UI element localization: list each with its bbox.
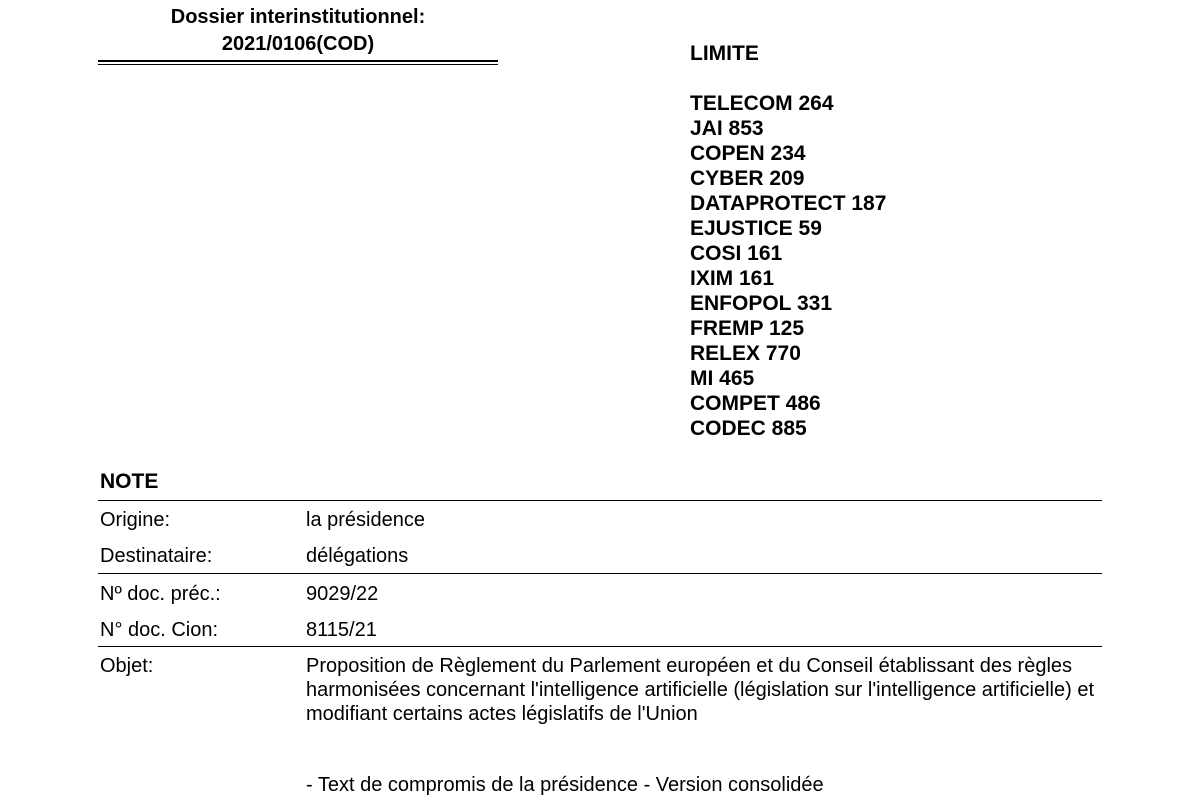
- divider: [98, 573, 1102, 574]
- divider: [98, 646, 1102, 647]
- dossier-label: Dossier interinstitutionnel:: [170, 6, 426, 28]
- subject-code: IXIM 161: [690, 267, 775, 290]
- recipient-value: délégations: [306, 545, 409, 567]
- subject-code: CYBER 209: [690, 167, 805, 190]
- subject-code: ENFOPOL 331: [690, 292, 832, 315]
- subject-code: FREMP 125: [690, 317, 804, 340]
- subject-code: RELEX 770: [690, 342, 801, 365]
- subject-value: Proposition de Règlement du Parlement européen et du Conseil établissant des règles harmonisées concernant l'intelligence artificielle (législation sur l'intelligence artificielle) et modifiant certains actes législatifs de l'Union: [306, 655, 1095, 725]
- classification-marking: LIMITE: [690, 42, 759, 65]
- recipient-label: Destinataire:: [100, 545, 213, 567]
- dossier-reference: [98, 4, 498, 58]
- commission-doc-value: 8115/21: [306, 619, 377, 641]
- subject-code: COPEN 234: [690, 142, 806, 165]
- origin-value: la présidence: [306, 509, 425, 531]
- dossier-double-rule: [98, 60, 498, 65]
- subject-code: JAI 853: [690, 117, 764, 140]
- subject-note: - Text de compromis de la présidence - Version consolidée: [306, 774, 824, 796]
- subject-label: Objet:: [100, 655, 154, 677]
- subject-code-list: [690, 91, 886, 441]
- subject-code: EJUSTICE 59: [690, 217, 822, 240]
- divider: [98, 500, 1102, 501]
- subject-code: MI 465: [690, 367, 755, 390]
- note-title: NOTE: [100, 470, 159, 493]
- subject-code: TELECOM 264: [690, 92, 834, 115]
- origin-label: Origine:: [100, 509, 171, 531]
- subject-code: COSI 161: [690, 242, 783, 265]
- subject-code: COMPET 486: [690, 392, 821, 415]
- subject-code: DATAPROTECT 187: [690, 192, 887, 215]
- prev-doc-value: 9029/22: [306, 583, 379, 605]
- dossier-number: 2021/0106(COD): [221, 33, 375, 55]
- subject-code: CODEC 885: [690, 417, 807, 440]
- prev-doc-label: Nº doc. préc.:: [100, 583, 221, 605]
- commission-doc-label: N° doc. Cion:: [100, 619, 219, 641]
